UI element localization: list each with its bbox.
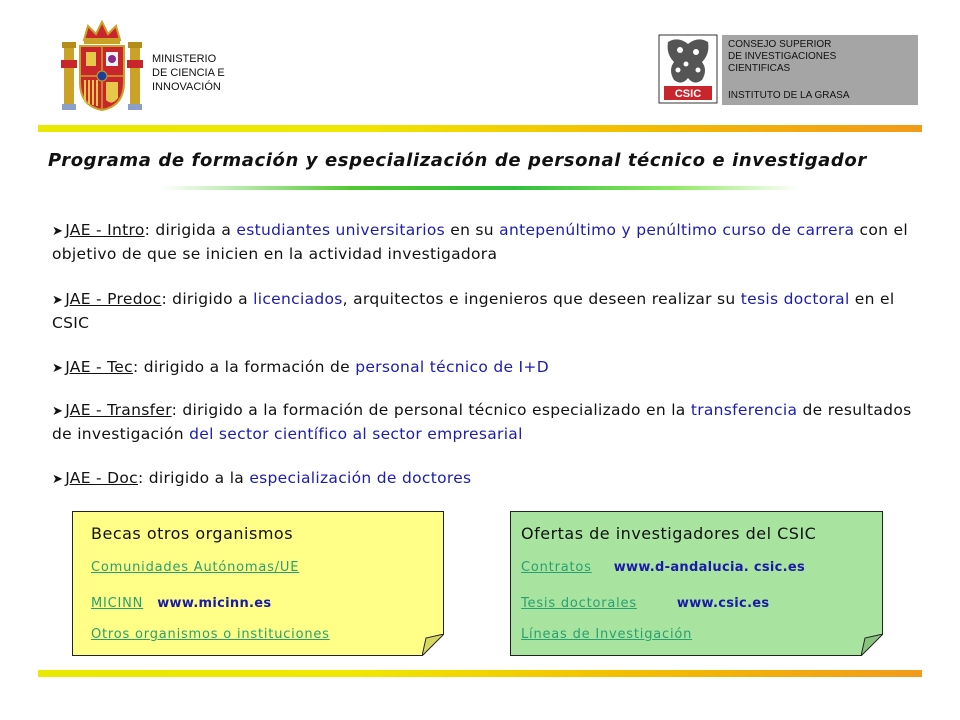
arrow-bullet-icon: ➤ [52,361,64,376]
arrow-bullet-icon: ➤ [52,293,64,308]
csic-institution-box [722,35,918,105]
program-text: : dirigido a la formación de [132,358,356,376]
ministry-name [152,52,225,94]
program-text: con el objetivo de que se inicien en la actividad investigadora [52,221,908,263]
program-text: : dirigida a [144,221,237,239]
program-key[interactable]: JAE - Intro [65,221,145,239]
csic-line: CONSEJO SUPERIOR [728,39,832,50]
csic-line: DE INVESTIGACIONES [728,51,837,62]
program-highlight: tesis doctoral [740,290,850,308]
ministry-line: MINISTERIO [152,53,217,65]
csic-offers-box [510,511,883,656]
title-underline [160,186,800,190]
program-highlight: transferencia [690,401,798,419]
program-highlight: antepenúltimo y penúltimo curso de carrera [499,221,855,239]
link-comunidades[interactable]: Comunidades Autónomas/UE [91,560,300,575]
program-text: en su [445,221,500,239]
program-predoc [52,288,920,334]
program-text: : dirigido a la formación de personal técnico especializado en la [171,401,691,419]
bottom-divider-bar [38,670,922,677]
arrow-bullet-icon: ➤ [52,224,64,239]
arrow-bullet-icon: ➤ [52,404,64,419]
program-text: , arquitectos e ingenieros que deseen realizar su [342,290,741,308]
url-micinn: www.micinn.es [157,596,272,611]
ministry-line: INNOVACIÓN [152,81,221,93]
link-tesis-doctorales[interactable]: Tesis doctorales [521,596,637,611]
csic-logo-text: CSIC [674,88,702,100]
url-d-andalucia: www.d-andalucia. csic.es [613,560,806,575]
csic-offers-title: Ofertas de investigadores del CSIC [521,524,817,543]
program-key[interactable]: JAE - Doc [65,469,138,487]
program-highlight: estudiantes universitarios [236,221,445,239]
program-highlight: especialización de doctores [249,469,472,487]
link-otros-organismos[interactable]: Otros organismos o instituciones [91,627,330,642]
csic-line: CIENTIFICAS [728,63,791,74]
url-csic: www.csic.es [676,596,770,611]
page-fold-corner [422,634,444,656]
program-key[interactable]: JAE - Tec [65,358,133,376]
program-tec [52,356,920,380]
program-key[interactable]: JAE - Predoc [65,290,162,308]
page-fold-corner [861,634,883,656]
spain-coat-of-arms-logo [60,20,144,116]
ministry-line: DE CIENCIA E [152,67,225,79]
arrow-bullet-icon: ➤ [52,472,64,487]
program-key[interactable]: JAE - Transfer [65,401,172,419]
program-highlight: licenciados [253,290,343,308]
program-text: : dirigido a [161,290,254,308]
link-micinn[interactable]: MICINN [91,596,144,611]
other-grants-box [72,511,444,656]
link-contratos[interactable]: Contratos [521,560,592,575]
program-doc [52,467,920,491]
program-text: en el CSIC [52,290,895,332]
program-highlight: personal técnico de I+D [355,358,549,376]
program-text: de resultados de investigación [52,401,912,443]
other-grants-title: Becas otros organismos [91,524,294,543]
top-divider-bar [38,125,922,132]
program-intro [52,219,920,265]
institute-name: INSTITUTO DE LA GRASA [728,90,850,101]
program-highlight: del sector científico al sector empresarial [189,425,523,443]
program-transfer [52,399,920,445]
page-title: Programa de formación y especialización de personal técnico e investigador [48,150,867,171]
link-lineas-investigacion[interactable]: Líneas de Investigación [521,627,693,642]
csic-logo [658,34,718,104]
program-text: : dirigido a la [138,469,250,487]
